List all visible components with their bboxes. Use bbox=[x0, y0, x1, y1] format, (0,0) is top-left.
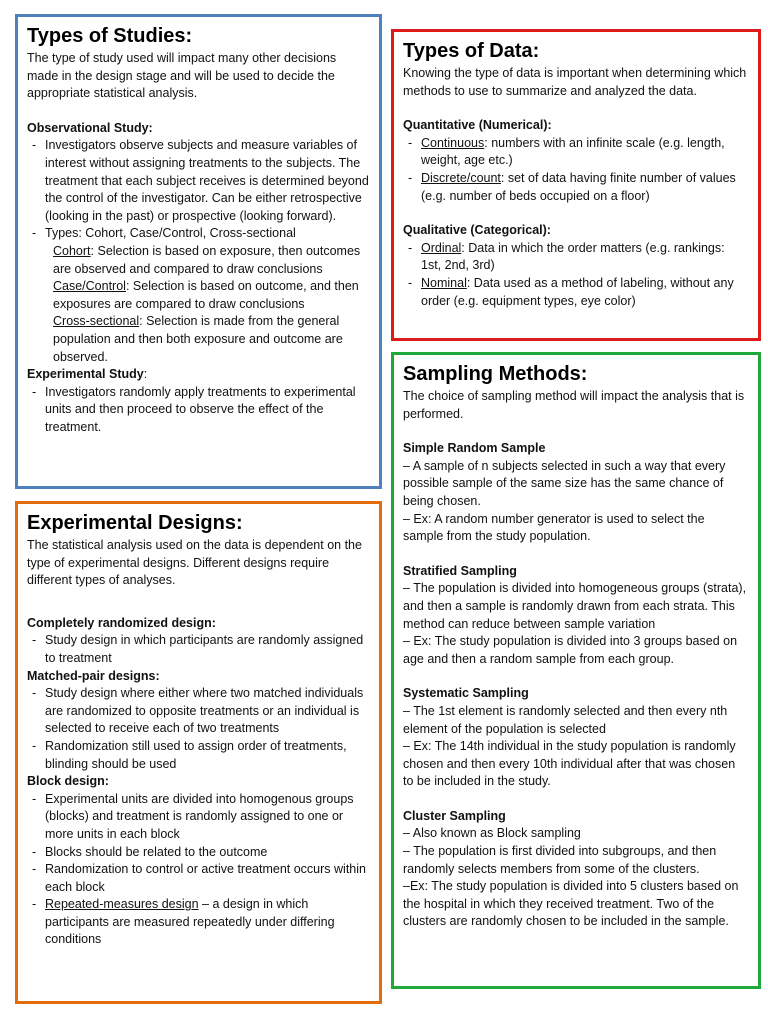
types-of-studies-box bbox=[15, 14, 382, 489]
repeated-measures-item: - Repeated-measures design – a design in which participants are measured repeatedly under differing conditions bbox=[32, 897, 335, 947]
systematic-heading: Systematic Sampling bbox=[403, 686, 529, 701]
studies-title: Types of Studies: bbox=[27, 25, 193, 47]
experimental-study-heading: Experimental Study: bbox=[27, 367, 148, 382]
simple-random-definition: – A sample of n subjects selected in such a way that every possible sample of the same size has the same chance of being chosen. bbox=[403, 458, 726, 508]
designs-intro: The statistical analysis used on the data is dependent on the type of experimental designs. Different designs require different types of analyses. bbox=[27, 538, 362, 588]
stratified-definition: – The population is divided into homogeneous groups (strata), and then a sample is randomly drawn from each strata. This method can reduce between sample variation bbox=[403, 581, 747, 631]
sampling-intro: The choice of sampling method will impact the analysis that is performed. bbox=[403, 389, 745, 421]
cluster-heading: Cluster Sampling bbox=[403, 808, 506, 823]
discrete-item: - Discrete/count: set of data having finite number of values (e.g. number of beds occupied on a floor) bbox=[408, 170, 736, 203]
data-title: Types of Data: bbox=[403, 40, 540, 62]
types-of-data-box bbox=[391, 29, 761, 341]
nominal-item: - Nominal: Data used as a method of labeling, without any order (e.g. equipment types, eye color) bbox=[408, 275, 734, 308]
cluster-definition: – The population is first divided into subgroups, and then randomly selects members from some of the clusters. bbox=[403, 844, 717, 876]
cluster-example: –Ex: The study population is divided into 5 clusters based on the hospital in which they received treatment. Two of the clusters are randomly chosen to be included in the sample. bbox=[403, 879, 739, 929]
qualitative-heading: Qualitative (Categorical): bbox=[403, 223, 551, 238]
systematic-example: – Ex: The 14th individual in the study population is randomly chosen and then every 10th individual after that was chosen to be included in the study. bbox=[403, 739, 736, 789]
sampling-methods-box bbox=[391, 352, 761, 989]
systematic-definition: – The 1st element is randomly selected and then every nth element of the population is selected bbox=[403, 703, 728, 736]
completely-randomized-heading: Completely randomized design: bbox=[27, 615, 216, 630]
ordinal-item: - Ordinal: Data in which the order matters (e.g. rankings: 1st, 2nd, 3rd) bbox=[408, 240, 725, 273]
block-design-item-3: - Randomization to control or active treatment occurs within each block bbox=[32, 862, 366, 894]
completely-randomized-item: - Study design in which participants are randomly assigned to treatment bbox=[32, 633, 364, 665]
cross-sectional-definition: Cross-sectional: Selection is made from the general population and then both exposure and outcome are observed. bbox=[53, 314, 343, 364]
observational-heading: Observational Study: bbox=[27, 120, 153, 135]
observational-item: - Investigators observe subjects and measure variables of interest without assigning treatments to the subjects. The treatment that each subject receives is determined beyond the control of the investigator. Can be either retrospective (looking in the past) or prospective (looking forward). bbox=[32, 138, 369, 223]
continuous-item: - Continuous: numbers with an infinite scale (e.g. length, weight, age etc.) bbox=[408, 135, 725, 168]
sampling-title: Sampling Methods: bbox=[403, 363, 588, 385]
stratified-heading: Stratified Sampling bbox=[403, 563, 517, 578]
matched-pair-item-1: - Study design where either where two matched individuals are randomized to opposite treatments or an individual is selected to receive each of two treatments bbox=[32, 686, 364, 736]
designs-title: Experimental Designs: bbox=[27, 512, 243, 534]
matched-pair-heading: Matched-pair designs: bbox=[27, 668, 160, 683]
block-design-item-1: - Experimental units are divided into homogenous groups (blocks) and treatment is randomly assigned to one or more units in each block bbox=[32, 791, 354, 841]
simple-random-heading: Simple Random Sample bbox=[403, 441, 546, 456]
quantitative-heading: Quantitative (Numerical): bbox=[403, 118, 552, 133]
stratified-example: – Ex: The study population is divided into 3 groups based on age and then a random sample from each group. bbox=[403, 634, 738, 666]
experimental-designs-box bbox=[15, 501, 382, 1004]
matched-pair-item-2: - Randomization still used to assign order of treatments, blinding should be used bbox=[32, 738, 347, 771]
data-intro: Knowing the type of data is important when determining which methods to use to summarize and analyzed the data. bbox=[403, 66, 747, 98]
case-control-definition: Case/Control: Selection is based on outcome, and then exposures are compared to draw conclusions bbox=[53, 279, 359, 311]
simple-random-example: – Ex: A random number generator is used to select the sample from the study population. bbox=[403, 511, 705, 544]
block-design-item-2: - Blocks should be related to the outcome bbox=[32, 844, 268, 859]
cohort-definition: Cohort: Selection is based on exposure, then outcomes are observed and compared to draw conclusions bbox=[53, 243, 361, 276]
observational-types-item: - Types: Cohort, Case/Control, Cross-sectional bbox=[32, 226, 296, 241]
cluster-alias: – Also known as Block sampling bbox=[403, 826, 581, 841]
experimental-study-item: - Investigators randomly apply treatments to experimental units and then proceed to observe the effect of the treatment. bbox=[32, 384, 356, 434]
block-design-heading: Block design: bbox=[27, 774, 109, 789]
studies-intro: The type of study used will impact many other decisions made in the design stage and will be used to decide the appropriate statistical analysis. bbox=[27, 51, 337, 101]
